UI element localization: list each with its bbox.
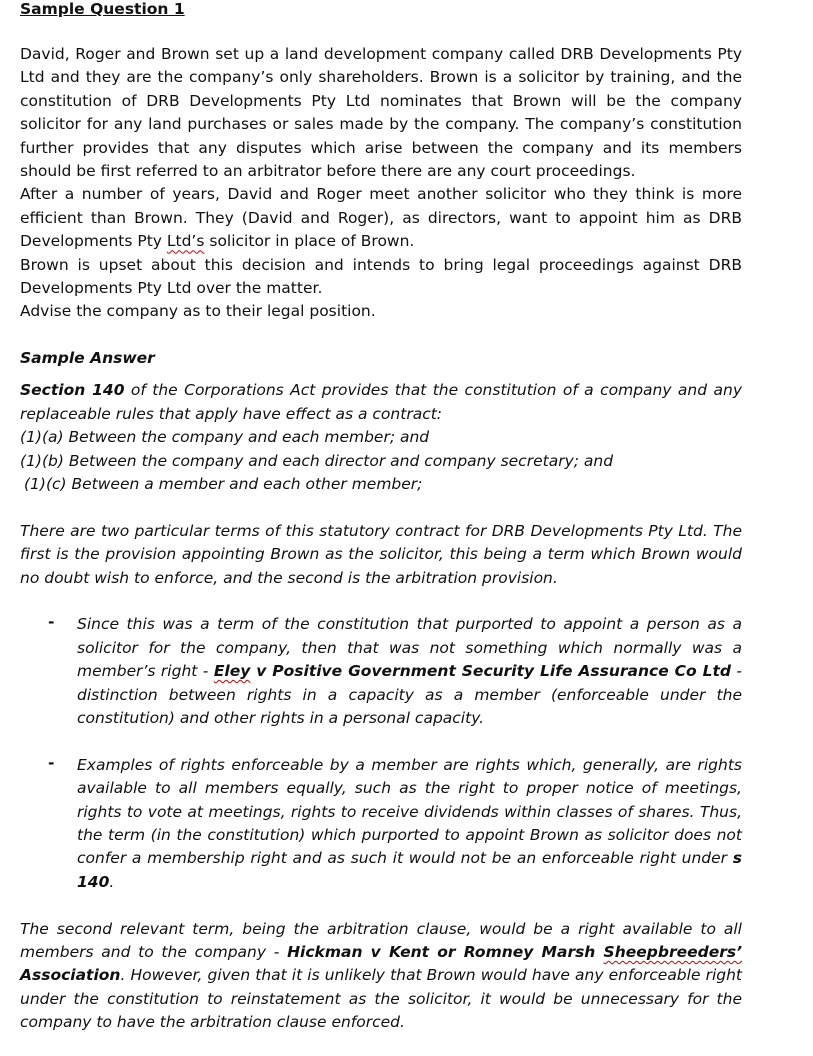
question-paragraph-2-text-a: After a number of years, David and Roger meet another solicitor who they think is more efficient than Brown. They (David and Roger), as directors, want to appoint him as DRB Developments Pty xyxy=(20,185,742,251)
section-140-item-c: (1)(c) Between a member and each other member; xyxy=(24,474,423,493)
final-text-b: . However, given that it is unlikely that Brown would have any enforceable right under the constitution to reinstatement as the solicitor, it would be unnecessary for the company to have the arbitration clause enforced. xyxy=(20,966,742,1032)
question-block xyxy=(20,43,742,324)
bullet-dash: - xyxy=(48,753,55,772)
final-paragraph xyxy=(20,918,742,1035)
bullet-1-text-b: - distinction between rights in a capacity as a member (enforceable under the constitution) and other rights in a personal capacity. xyxy=(77,662,742,727)
bullet-dash: - xyxy=(48,613,55,632)
case-name-eley-rest: v Positive Government Security Life Assurance Co Ltd xyxy=(250,662,731,681)
question-paragraph-2 xyxy=(20,183,742,253)
section-140-text: of the Corporations Act provides that the constitution of a company and any replaceable rules that apply have effect as a contract: xyxy=(20,381,743,423)
question-paragraph-4: Advise the company as to their legal position. xyxy=(20,302,376,321)
spellcheck-word-ltds: Ltd’s xyxy=(166,232,205,251)
question-paragraph-1: David, Roger and Brown set up a land development company called DRB Developments Pty Ltd and they are the company’s only shareholders. Brown is a solicitor by training, and the constitution of DRB Developments Pty Ltd nominates that Brown will be the company solicitor for any land purchases or sales made by the company. The company’s constitution further provides that any disputes which arise between the company and its members should be first referred to an arbitrator before there are any court proceedings. xyxy=(20,45,742,181)
spacer xyxy=(20,730,742,753)
document-page xyxy=(20,0,742,1035)
bullet-1-text xyxy=(77,613,742,730)
section-140-item-b: (1)(b) Between the company and each director and company secretary; and xyxy=(20,451,614,470)
spacer xyxy=(20,590,742,613)
bullet-item-2 xyxy=(20,754,742,894)
bullet-2-text-end: . xyxy=(109,872,115,891)
answer-heading: Sample Answer xyxy=(20,348,155,367)
bullet-2-text xyxy=(77,754,742,894)
case-name-eley: Eley xyxy=(213,662,251,681)
section-140-item-a: (1)(a) Between the company and each member; and xyxy=(20,428,430,447)
question-heading: Sample Question 1 xyxy=(20,0,185,18)
case-name-association: Association xyxy=(20,966,121,985)
answer-block xyxy=(20,379,742,1034)
section-140-paragraph xyxy=(20,379,742,426)
question-paragraph-3: Brown is upset about this decision and intends to bring legal proceedings against DRB Developments Pty Ltd over the matter. xyxy=(20,255,742,298)
bullet-item-1 xyxy=(20,613,742,730)
case-name-hickman: Hickman v Kent or Romney Marsh xyxy=(287,942,604,961)
bullet-1-text-a: Since this was a term of the constitution that purported to appoint a person as a solicitor for the company, then that was not something which normally was a member’s right - xyxy=(77,615,742,681)
bullet-2-text-a: Examples of rights enforceable by a member are rights which, generally, are rights available to all members equally, such as the right to proper notice of meetings, rights to vote at meetings, rights to receive dividends within classes of shares. Thus, the term (in the constitution) which purported to appoint Brown as solicitor does not confer a membership right and as such it would not be an enforceable right under xyxy=(77,755,742,868)
section-140-label: Section 140 xyxy=(20,381,125,400)
spacer xyxy=(20,496,742,519)
spellcheck-word-sheepbreeders: Sheepbreeders’ xyxy=(603,942,742,961)
final-text-a: The second relevant term, being the arbitration clause, would be a right available to all members and to the company - xyxy=(20,919,742,961)
section-140-reference: s 140 xyxy=(77,849,742,891)
spacer xyxy=(20,894,742,917)
question-paragraph-2-text-b: solicitor in place of Brown. xyxy=(204,232,415,251)
terms-paragraph: There are two particular terms of this statutory contract for DRB Developments Pty Ltd. The first is the provision appointing Brown as the solicitor, this being a term which Brown would no doubt wish to enforce, and the second is the arbitration provision. xyxy=(20,521,742,587)
